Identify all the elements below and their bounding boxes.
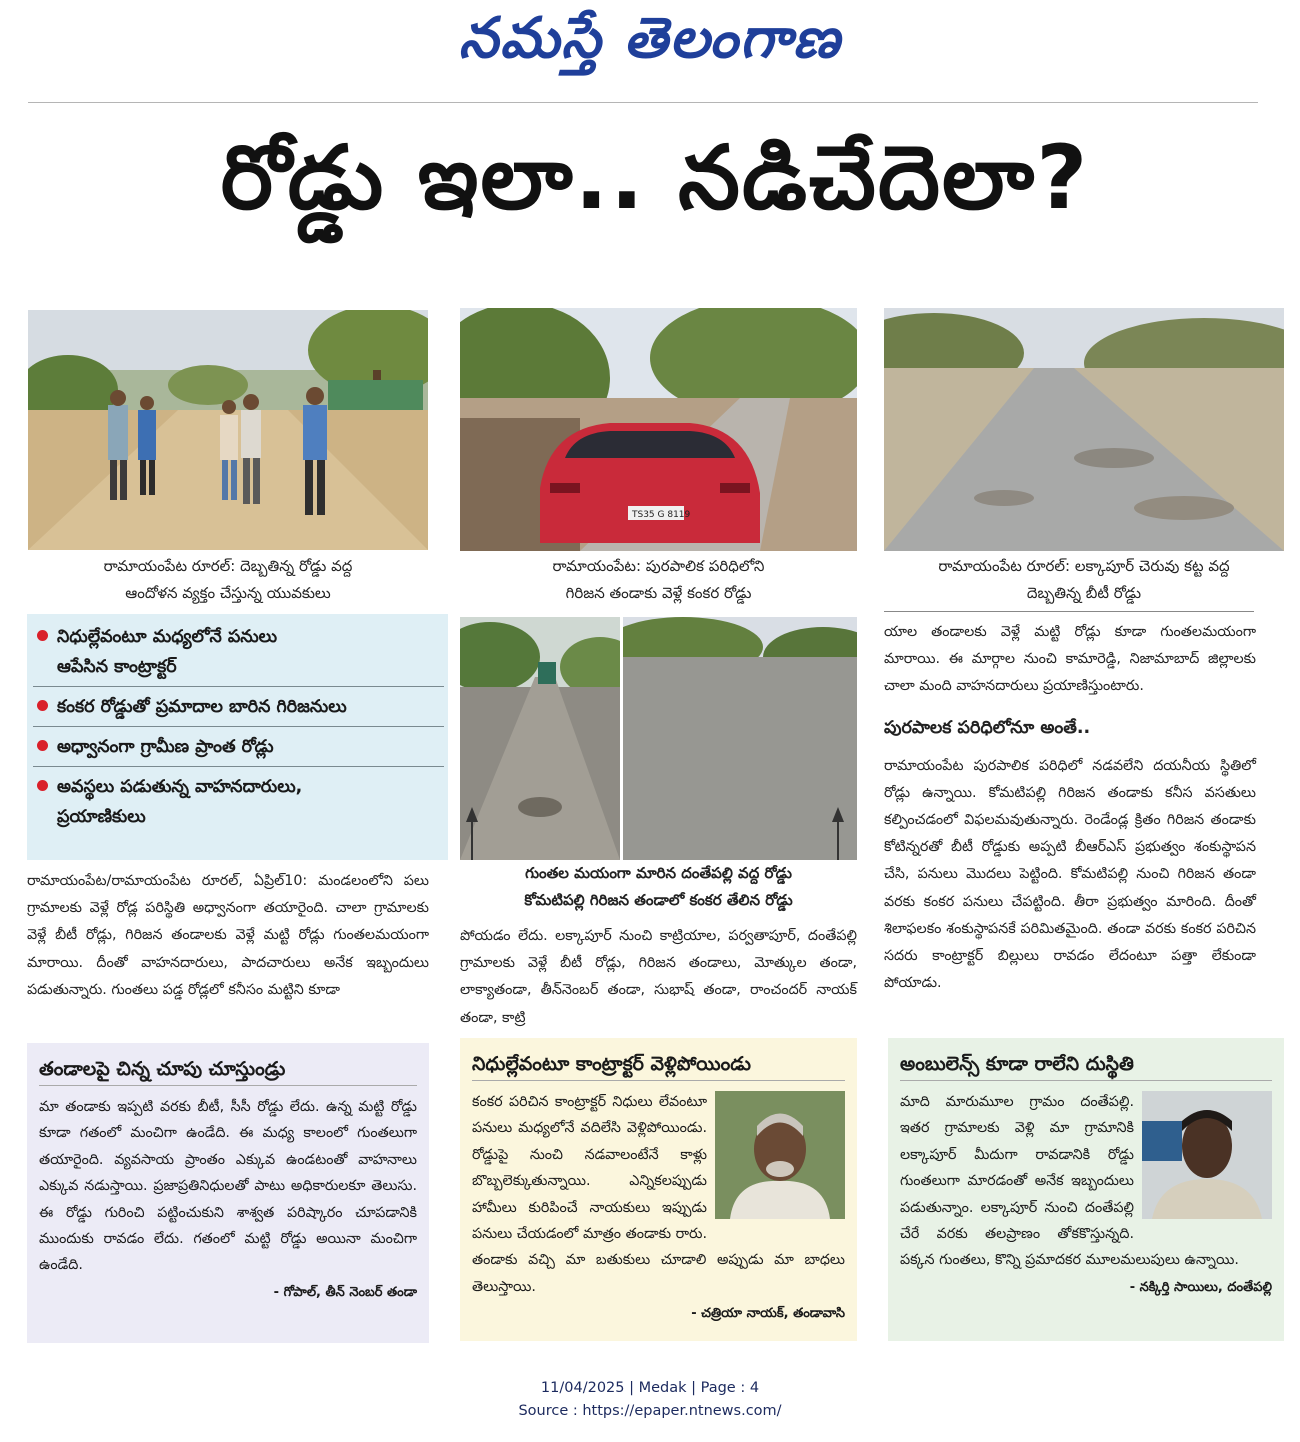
highlight-text: ప్రయాణికులు xyxy=(57,807,146,827)
footer-date-edition: 11/04/2025 | Medak | Page : 4 xyxy=(540,1380,760,1396)
masthead-rule xyxy=(28,102,1258,103)
caption-line: రామాయంపేట: పురపాలిక పరిధిలోని xyxy=(552,557,765,575)
article-paragraph: యాల తండాలకు వెళ్లే మట్టి రోడ్లు కూడా గుంతలమయంగా మారాయి. ఈ మార్గాల నుంచి కామారెడ్డి, నిజామాబాద్ జిల్లాలకు చాలా మంది వాహనదారులు ప్రయాణిస్తుంటారు. xyxy=(884,624,1256,695)
box-text: కంకర పరిచిన కాంట్రాక్టర్ నిధులు లేవంటూ పనులు మధ్యలోనే వదిలేసి వెళ్లిపోయిండు. రోడ్డుపై నుంచి నడవాలంటేనే కాళ్లు బొబ్బలెక్కుతున్నాయి. ఎన్నికలప్పుడు హామీలు కురిపించే నాయకులు ఇప్పుడు పనులు చేయడంలో మాత్రం తండాకు రారు. తండాకు వచ్చి మా బతుకులు చూడాలి అప్పుడు మా బాధలు తెలుస్తాయి. xyxy=(472,1094,845,1295)
newspaper-masthead: నమస్తే తెలంగాణ xyxy=(458,6,842,71)
section-subhead: పురపాలక పరిధిలోనూ అంతే.. xyxy=(884,717,1091,738)
photo-car-on-gravel-road xyxy=(460,308,857,551)
highlight-item xyxy=(33,620,444,687)
car-number-plate: TS35 G 8119 xyxy=(632,510,691,520)
portrait-photo xyxy=(1142,1091,1272,1228)
bullet-icon xyxy=(37,780,48,791)
box-text: మా తండాకు ఇప్పటి వరకు బీటీ, సీసీ రోడ్డు లేదు. ఉన్న మట్టి రోడ్డు కూడా గతంలో మంచిగా ఉండేది. ఈ మధ్య కాలంలో గుంతలుగా తయారైంది. వ్యవసాయ ప్రాంతం ఎక్కువ ఉండటంతో వాహనాలు ఎక్కువ నడుస్తాయి. ప్రజాప్రతినిధులతో పాటు అధికారులకూ తెలుసు. ఈ రోడ్డు గురించి పట్టించుకుని శాశ్వత పరిష్కారం చూపడానికి ముందుకు రావడం లేదు. గతంలో మట్టి రోడ్డు అయినా మంచిగా ఉండేది. xyxy=(39,1099,417,1274)
photo3-caption xyxy=(884,553,1284,607)
caption-line: దెబ్బతిన్న బీటీ రోడ్డు xyxy=(1026,584,1142,602)
caption-line: గిరిజన తండాకు వెళ్లే కంకర రోడ్డు xyxy=(565,584,752,602)
photo-damaged-bt-road xyxy=(884,308,1284,551)
article-column-3 xyxy=(884,619,1256,997)
highlights-box xyxy=(27,614,448,860)
box-signature: - చత్రియా నాయక్, తండావాసి xyxy=(691,1306,845,1322)
caption-line: రామాయంపేట రూరల్: లక్కాపూర్ చెరువు కట్ట వద్ద xyxy=(938,557,1230,575)
highlight-item xyxy=(33,770,444,836)
box-title: నిధుల్లేవంటూ కాంట్రాక్టర్ వెళ్లిపోయిండు xyxy=(472,1048,845,1081)
highlight-text: అవస్థలు పడుతున్న వాహనదారులు, xyxy=(57,777,303,797)
divider xyxy=(884,611,1254,612)
bullet-icon xyxy=(37,630,48,641)
box-text-wrap xyxy=(472,1089,845,1300)
article-column-1: రామాయంపేట/రామాయంపేట రూరల్, ఏప్రిల్10: మండలంలోని పలు గ్రామాలకు వెళ్లే రోడ్ల పరిస్థితి అధ్వానంగా తయారైంది. చాలా గ్రామాలకు వెళ్లే బీటీ రోడ్లు, గిరిజన తండాలకు వెళ్లే మట్టి రోడ్లు గుంతలమయంగా మారాయి. దీంతో వాహనదారులు, పాదచారులు అనేక ఇబ్బందులు పడుతున్నారు. గుంతలు పడ్డ రోడ్లలో కనీసం మట్టిని కూడా xyxy=(27,873,429,998)
bullet-icon xyxy=(37,740,48,751)
caption-line: ఆందోళన వ్యక్తం చేస్తున్న యువకులు xyxy=(125,584,331,602)
opinion-box-sailu xyxy=(888,1038,1284,1341)
box-text: మాది మారుమూల గ్రామం దంతేపల్లి. ఇతర గ్రామాలకు వెళ్లి మా గ్రామానికి లక్కాపూర్ మీదుగా రావడానికి రోడ్డు గుంతలుగా మారడంతో అనేక ఇబ్బందులు పడుతున్నాం. లక్కాపూర్ నుంచి దంతేపల్లి చేరే వరకు తలప్రాణం తోకకొస్తున్నది. పక్కన గుంతలు, కొన్ని ప్రమాదకర మూలమలుపులు ఉన్నాయి. xyxy=(900,1094,1239,1269)
headline: రోడ్డు ఇలా.. నడిచేదెలా? xyxy=(220,126,1090,229)
article-paragraph: రామాయంపేట పురపాలిక పరిధిలో నడవలేని దయనీయ స్థితిలో రోడ్లు ఉన్నాయి. కోమటిపల్లి గిరిజన తండాకు కనీస వసతులు కల్పించడంలో విఫలమవుతున్నారు. రెండేండ్ల క్రితం గిరిజన తండాకు కోటిన్నరతో బీటీ రోడ్డుకు అప్పటి బీఆర్‌ఎస్ ప్రభుత్వం శంకుస్థాపన చేసి, పనులు మొదలు పెట్టింది. కోమటిపల్లి నుంచి గిరిజన తండా వరకు కంకర పనులు చేపట్టింది. తీరా ప్రభుత్వం మారింది. దీంతో శిలాఫలకం శంకుస్థాపనకే పరిమితమైంది. తండా వరకు కంకర పరిచిన సదరు కాంట్రాక్టర్ బిల్లులు రావడం లేదంటూ పత్తా లేకుండా పోయాడు. xyxy=(884,757,1256,992)
photo4-caption xyxy=(460,860,857,914)
highlight-text: నిధుల్లేవంటూ మధ్యలోనే పనులు xyxy=(57,627,278,647)
highlight-text: కంకర రోడ్డుతో ప్రమాదాల బారిన గిరిజనులు xyxy=(57,697,347,717)
box-text-wrap xyxy=(900,1089,1272,1274)
opinion-box-chatriya xyxy=(460,1038,857,1341)
caption-line: రామాయంపేట రూరల్: దెబ్బతిన్న రోడ్డు వద్ద xyxy=(103,557,353,575)
photo-pothole-road xyxy=(460,617,620,860)
portrait-photo xyxy=(715,1091,845,1228)
caption-line: కోమటిపల్లి గిరిజన తండాలో కంకర తేలిన రోడ్డు xyxy=(524,891,793,909)
photo2-caption xyxy=(460,553,857,607)
footer-source: Source : https://epaper.ntnews.com/ xyxy=(518,1403,782,1419)
box-title: తండాలపై చిన్న చూపు చూస్తుండ్రు xyxy=(39,1053,417,1086)
opinion-box-gopal xyxy=(27,1043,429,1343)
photo1-caption xyxy=(28,553,428,607)
box-signature: - గోపాల్, తీన్ నెంబర్ తండా xyxy=(273,1284,417,1300)
caption-line: గుంతల మయంగా మారిన దంతేపల్లి వద్ద రోడ్డు xyxy=(525,864,792,882)
photo-gravel-road xyxy=(623,617,857,860)
bullet-icon xyxy=(37,700,48,711)
box-signature: - నక్కిర్తి సాయిలు, దంతేపల్లి xyxy=(1129,1279,1272,1295)
highlight-text: అధ్వానంగా గ్రామీణ ప్రాంత రోడ్లు xyxy=(57,737,274,757)
box-title: అంబులెన్స్ కూడా రాలేని దుస్థితి xyxy=(900,1048,1272,1081)
highlight-item xyxy=(33,690,444,727)
article-column-2: పోయడం లేదు. లక్కాపూర్ నుంచి కాట్రియాల, పర్వతాపూర్, దంతేపల్లి గ్రామాలకు వెళ్లే బీటీ రోడ్లు, గిరిజన తండాలు, మోత్కుల తండా, లాక్యాతండా, తీన్‌నెంబర్ తండా, సుభాష్ తండా, రాంచందర్ నాయక్ తండా, కాట్రి xyxy=(460,928,857,1026)
highlight-text: ఆపేసిన కాంట్రాక్టర్ xyxy=(57,657,177,677)
highlight-item xyxy=(33,730,444,767)
photo-youths-on-road xyxy=(28,310,428,550)
